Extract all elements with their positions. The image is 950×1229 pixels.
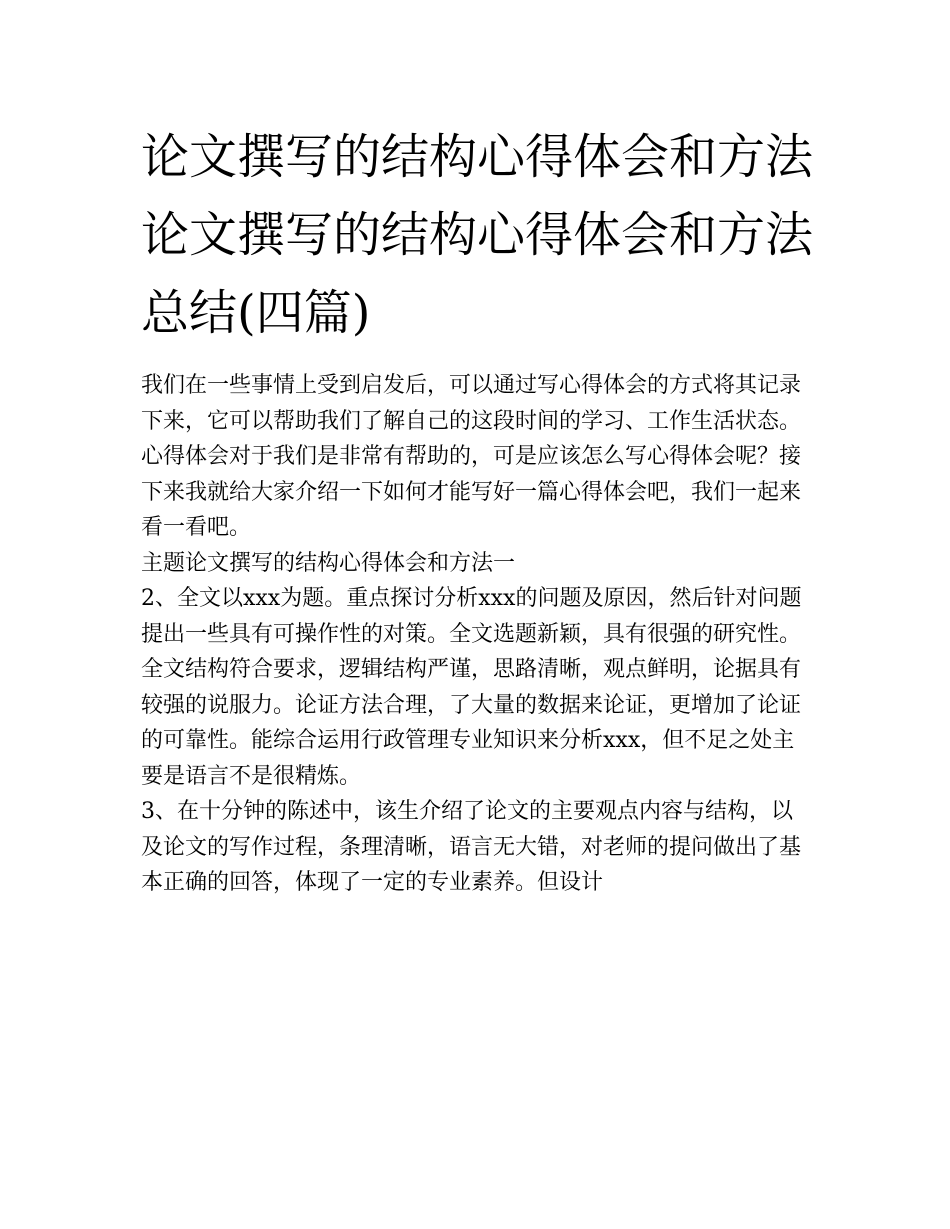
body-paragraph-2: 2、全文以xxx为题。重点探讨分析xxx的问题及原因，然后针对问题提出一些具有可操作性的对策。全文选题新颖，具有很强的研究性。全文结构符合要求，逻辑结构严谨，思路清晰，观点鲜明，论据具有较强的说服力。论证方法合理，了大量的数据来论证，更增加了论证的可靠性。能综合运用行政管理专业知识来分析xxx，但不足之处主要是语言不是很精炼。 <box>141 586 802 789</box>
section-heading: 主题论文撰写的结构心得体会和方法一 <box>141 550 516 576</box>
document-title: 论文撰写的结构心得体会和方法 论文撰写的结构心得体会和方法总结(四篇) <box>141 129 814 341</box>
document-page <box>141 118 813 901</box>
body-paragraph-3: 3、在十分钟的陈述中，该生介绍了论文的主要观点内容与结构，以及论文的写作过程，条理清晰，语言无大错，对老师的提问做出了基本正确的回答，体现了一定的专业素养。但设计 <box>141 799 802 895</box>
intro-paragraph: 我们在一些事情上受到启发后，可以通过写心得体会的方式将其记录下来，它可以帮助我们了解自己的这段时间的学习、工作生活状态。心得体会对于我们是非常有帮助的，可是应该怎么写心得体会呢？接下来我就给大家介绍一下如何才能写好一篇心得体会吧，我们一起来看一看吧。 <box>141 373 802 540</box>
